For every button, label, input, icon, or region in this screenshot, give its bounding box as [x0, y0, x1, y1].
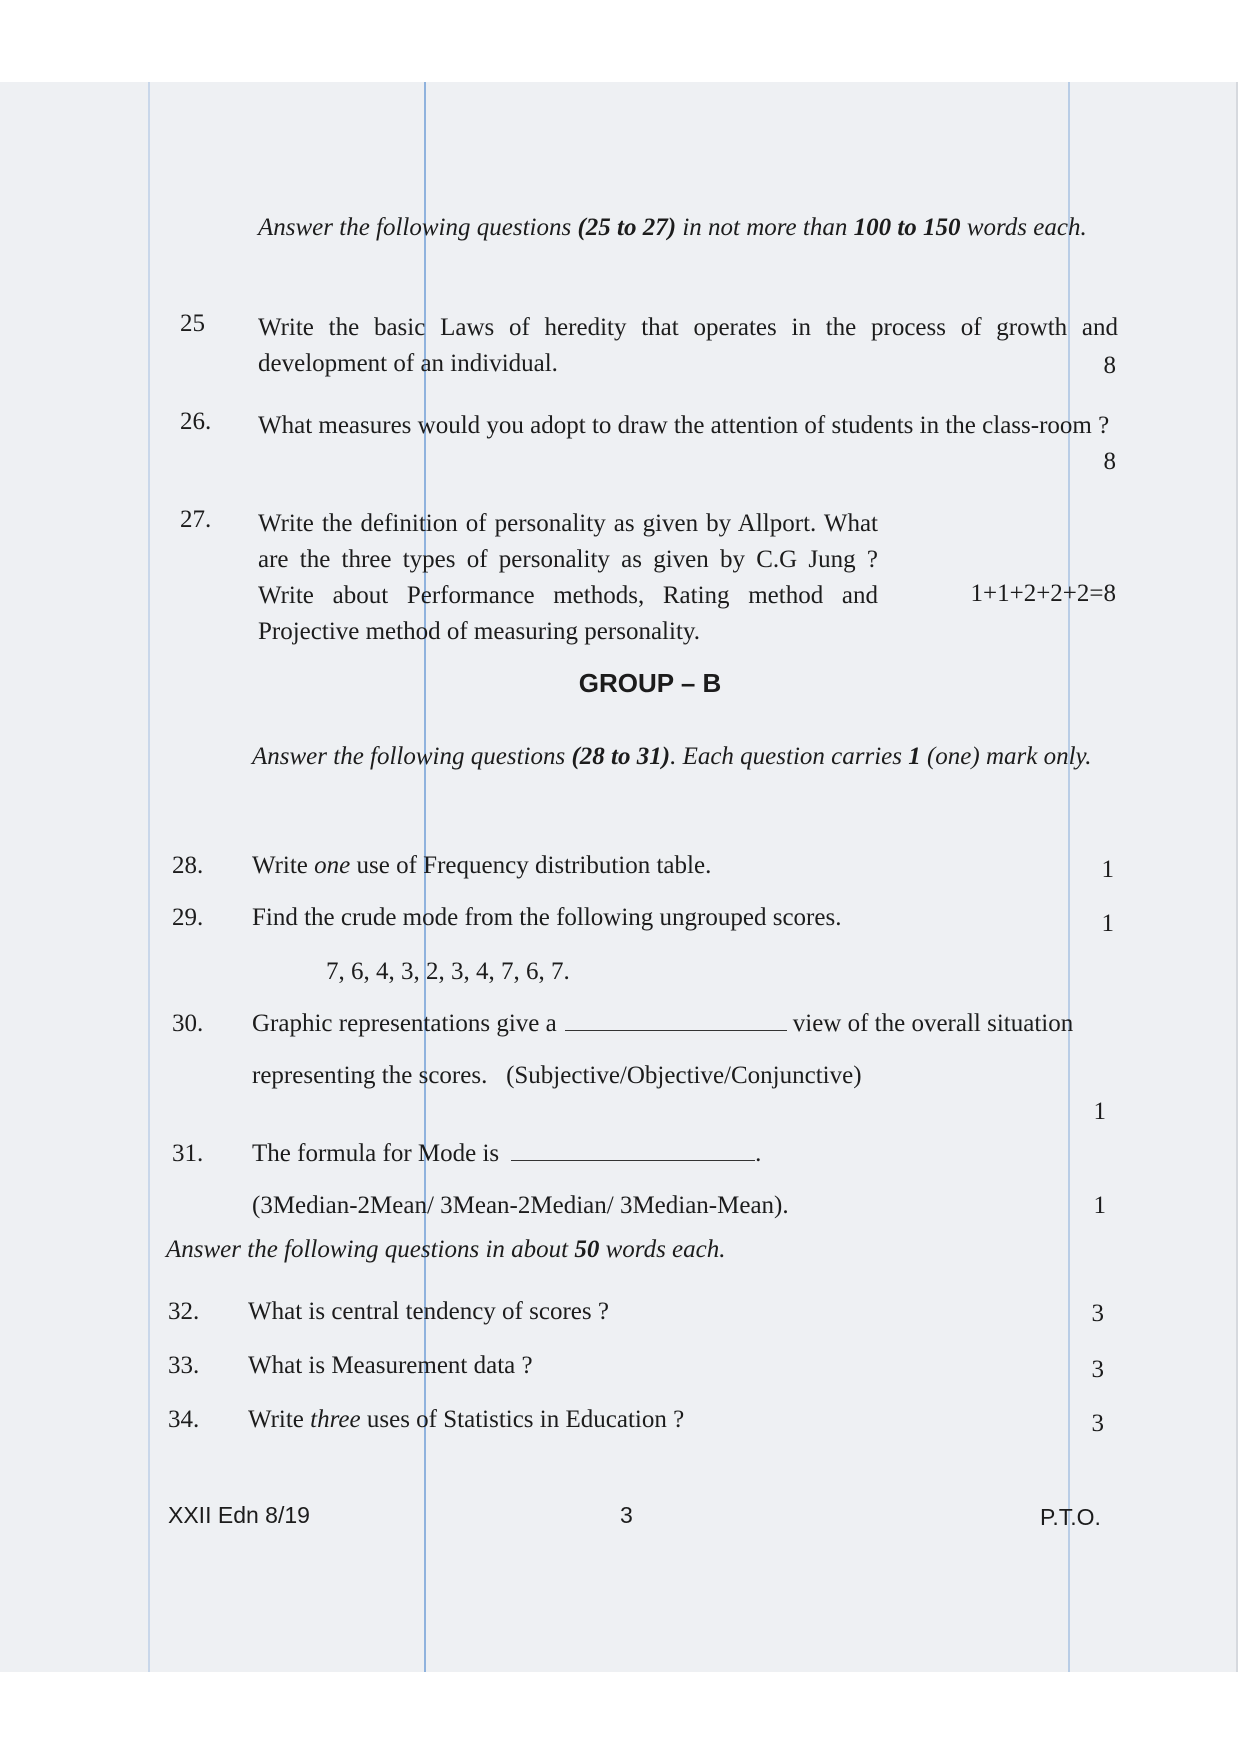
question-number: 27. [180, 506, 212, 533]
instruction-q32-34: Answer the following questions in about 50 words each. [166, 1236, 726, 1263]
question-number: 30. [172, 1010, 204, 1037]
question-text: What is Measurement data ? [248, 1352, 533, 1379]
please-turn-over: P.T.O. [1040, 1504, 1101, 1530]
question-text-line2: representing the scores. (Subjective/Objective/Conjunctive) [252, 1062, 862, 1089]
question-number: 33. [168, 1352, 200, 1379]
question-marks: 1 [1093, 1098, 1106, 1125]
page-number: 3 [620, 1502, 633, 1528]
question-number: 26. [180, 408, 212, 435]
question-text: The formula for Mode is . [252, 1140, 762, 1167]
question-number: 34. [168, 1406, 200, 1433]
question-text: Find the crude mode from the following ungrouped scores. [252, 904, 842, 931]
section-heading: GROUP – B [578, 668, 722, 698]
question-marks: 8 [1103, 448, 1116, 475]
question-text: Write one use of Frequency distribution table. [252, 852, 712, 879]
question-number: 25 [180, 310, 205, 337]
exam-page [0, 82, 1238, 1672]
question-marks: 1 [1101, 856, 1114, 883]
instruction-q28-31: Answer the following questions (28 to 31). Each question carries 1 (one) mark only. [252, 743, 1092, 770]
instruction-q25-27: Answer the following questions (25 to 27) in not more than 100 to 150 words each. [258, 214, 1087, 241]
score-list: 7, 6, 4, 3, 2, 3, 4, 7, 6, 7. [326, 958, 570, 985]
ruled-line [148, 82, 150, 1672]
question-marks: 1+1+2+2+2=8 [970, 580, 1116, 607]
question-marks: 8 [1103, 352, 1116, 379]
question-number: 29. [172, 904, 204, 931]
question-number: 28. [172, 852, 204, 879]
question-marks: 1 [1093, 1192, 1106, 1219]
answer-options: (3Median-2Mean/ 3Mean-2Median/ 3Median-Mean). [252, 1192, 789, 1219]
question-number: 32. [168, 1298, 200, 1325]
question-number: 31. [172, 1140, 204, 1167]
question-text: Write the basic Laws of heredity that operates in the process of growth and development of an individual. [258, 314, 1118, 377]
question-marks: 1 [1101, 910, 1114, 937]
fill-in-blank [565, 1008, 787, 1031]
question-text: Write the definition of personality as given by Allport. What are the three types of personality as given by C.G Jung ? Write about Performance methods, Rating method and Projective method of measuring personality. [258, 510, 878, 645]
question-text: Graphic representations give a view of the overall situation [252, 1010, 1074, 1037]
question-text: What is central tendency of scores ? [248, 1298, 609, 1325]
question-text: Write three uses of Statistics in Education ? [248, 1406, 685, 1433]
question-marks: 3 [1091, 1410, 1104, 1437]
question-text: What measures would you adopt to draw the attention of students in the class-room ? [258, 412, 1110, 439]
paper-code: XXII Edn 8/19 [168, 1502, 310, 1528]
question-marks: 3 [1091, 1300, 1104, 1327]
question-marks: 3 [1091, 1356, 1104, 1383]
fill-in-blank [511, 1138, 755, 1161]
